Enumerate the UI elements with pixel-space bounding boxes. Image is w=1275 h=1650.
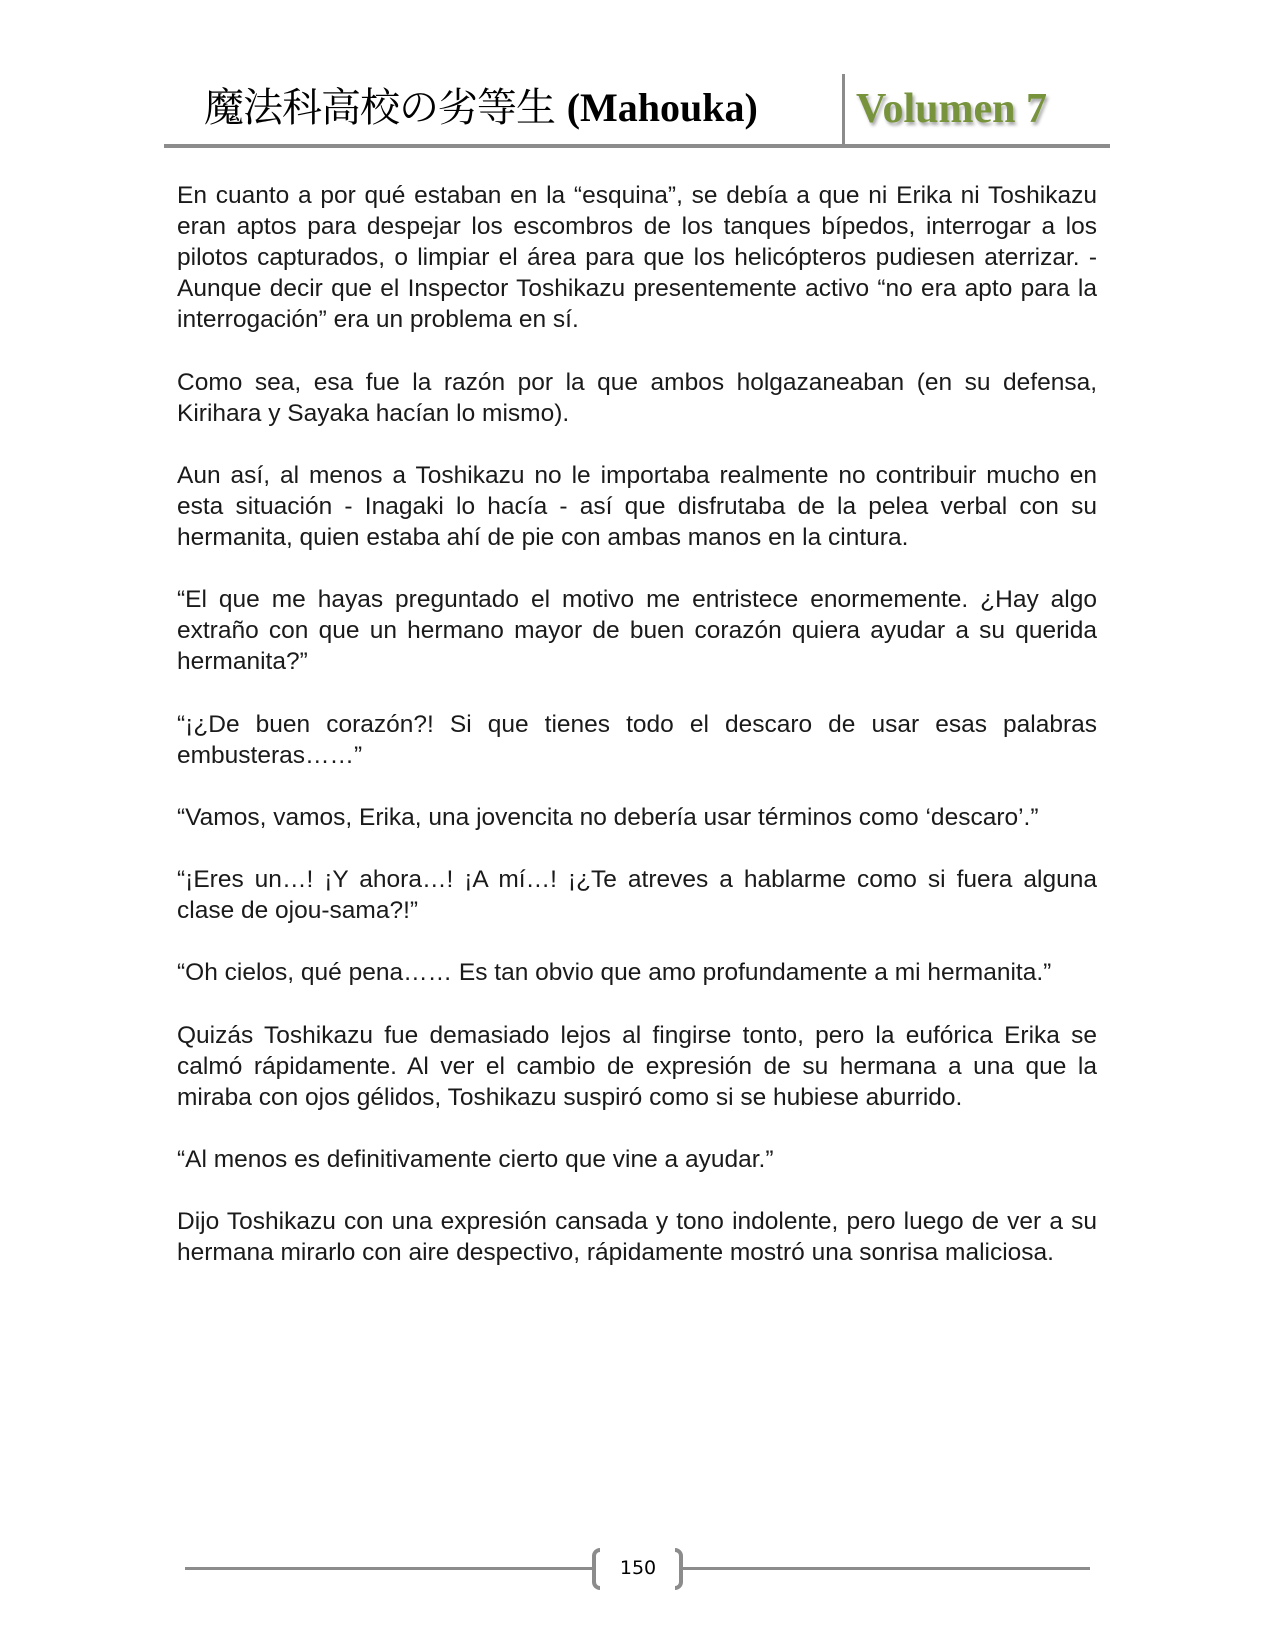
series-title (204, 82, 758, 134)
paragraph: Como sea, esa fue la razón por la que ambos holgazaneaban (en su defensa, Kirihara y Sayaka hacían lo mismo). (177, 368, 1097, 427)
footer-rule-right (682, 1567, 1090, 1570)
paragraph: “¡Eres un…! ¡Y ahora…! ¡A mí…! ¡¿Te atreves a hablarme como si fuera alguna clase de ojou-sama?!” (177, 866, 1097, 925)
body-text (177, 180, 1097, 1299)
series-title-japanese: 魔法科高校の劣等生 (204, 85, 555, 131)
paragraph: “Al menos es definitivamente cierto que vine a ayudar.” (177, 1145, 774, 1173)
paragraph: Aun así, al menos a Toshikazu no le importaba realmente no contribuir mucho en esta situación - Inagaki lo hacía - así que disfrutaba de la pelea verbal con su hermanita, quien estaba ahí de pie con ambas manos en la cintura. (177, 461, 1097, 552)
paragraph: “El que me hayas preguntado el motivo me entristece enormemente. ¿Hay algo extraño con que un hermano mayor de buen corazón quiera ayudar a su querida hermanita?” (177, 586, 1097, 676)
series-title-latin: (Mahouka) (566, 85, 758, 130)
page-header (0, 0, 1275, 160)
paragraph: “¡¿De buen corazón?! Si que tienes todo el descaro de usar esas palabras embusteras……” (177, 710, 1097, 769)
page-number: 150 (619, 1557, 657, 1579)
paragraph: En cuanto a por qué estaban en la “esquina”, se debía a que ni Erika ni Toshikazu eran aptos para despejar los escombros de los tanques bípedos, interrogar a los pilotos capturados, o limpiar el área para que los helicópteros pudiesen aterrizar. -Aunque decir que el Inspector Toshikazu presentemente activo “no era apto para la interrogación” era un problema en sí. (177, 182, 1097, 334)
volume-label: Volumen 7 (856, 86, 1047, 132)
paragraph: Quizás Toshikazu fue demasiado lejos al fingirse tonto, pero la eufórica Erika se calmó rápidamente. Al ver el cambio de expresión de su hermana a una que la miraba con ojos gélidos, Toshikazu suspiró como si se hubiese aburrido. (177, 1021, 1097, 1111)
footer-rule-left (185, 1567, 593, 1570)
page-footer (0, 1540, 1275, 1600)
paragraph: “Vamos, vamos, Erika, una jovencita no debería usar términos como ‘descaro’.” (177, 803, 1039, 831)
header-divider (842, 74, 845, 148)
header-rule (164, 144, 1110, 148)
left-bracket-icon (592, 1548, 600, 1590)
paragraph: “Oh cielos, qué pena…… Es tan obvio que amo profundamente a mi hermanita.” (177, 959, 1052, 987)
paragraph: Dijo Toshikazu con una expresión cansada y tono indolente, pero luego de ver a su hermana mirarlo con aire despectivo, rápidamente mostró una sonrisa maliciosa. (177, 1208, 1097, 1267)
